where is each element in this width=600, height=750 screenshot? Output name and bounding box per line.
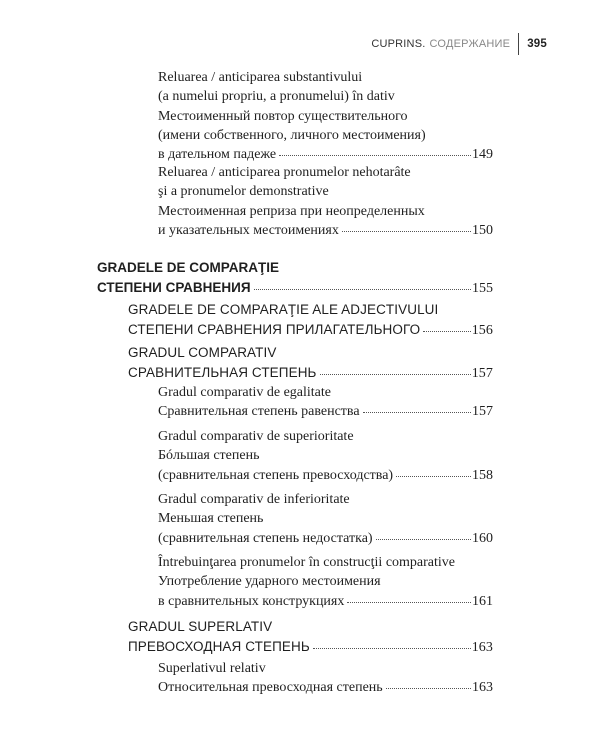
toc-entry-line: Superlativul relativ <box>158 661 266 676</box>
toc-entry-line: Reluarea / anticiparea substantivului <box>158 70 363 85</box>
toc-entry[interactable] <box>158 427 493 485</box>
dot-leader <box>342 231 471 232</box>
toc-entry-line: Бóльшая степень <box>158 448 260 464</box>
toc-page-number: 158 <box>472 467 493 483</box>
dot-leader <box>279 155 471 156</box>
dot-leader <box>363 412 471 413</box>
toc-entry[interactable] <box>158 163 493 240</box>
toc-entry-line: (имени собственного, личного местоимения) <box>158 127 426 143</box>
toc-entry-line: Întrebuinţarea pronumelor în construcţii comparative <box>158 555 456 570</box>
toc-entry-line <box>128 637 493 658</box>
toc-entry[interactable] <box>158 383 493 422</box>
toc-entry[interactable] <box>128 617 493 658</box>
toc-page-number: 155 <box>472 281 493 296</box>
toc-entry-line: (a numelui propriu, a pronumelui) în dativ <box>158 89 395 105</box>
toc-entry-title: в сравнительных конструкциях <box>158 593 345 609</box>
toc-page-number: 157 <box>471 366 493 381</box>
toc-entry-line <box>158 678 493 697</box>
toc-entry[interactable] <box>158 659 493 698</box>
toc-entry-title: и указательных местоимениях <box>158 222 339 238</box>
dot-leader <box>254 289 471 290</box>
toc-entry-line: Gradul comparativ de inferioritate <box>158 492 350 507</box>
toc-page-number: 160 <box>472 530 493 546</box>
toc-entry[interactable] <box>128 300 493 341</box>
dot-leader <box>320 374 471 375</box>
dot-leader <box>347 602 471 603</box>
running-header <box>371 33 547 55</box>
toc-entry-line <box>158 221 493 240</box>
dot-leader <box>313 648 471 649</box>
toc-entry-line <box>158 466 493 485</box>
toc-entry[interactable] <box>158 490 493 548</box>
toc-entry-line <box>158 529 493 548</box>
toc-page-number: 161 <box>472 593 493 609</box>
toc-entry-line <box>158 592 493 611</box>
toc-entry-line: GRADELE DE COMPARAŢIE ALE ADJECTIVULUI <box>128 302 439 317</box>
toc-entry-line: GRADUL COMPARATIV <box>128 345 277 360</box>
dot-leader <box>396 476 471 477</box>
toc-entry[interactable] <box>158 553 493 611</box>
toc-page-number: 149 <box>472 147 493 163</box>
toc-entry-line: Reluarea / anticiparea pronumelor nehotarâte <box>158 165 411 180</box>
toc-entry-line: Местоименный повтор существительного <box>158 108 408 124</box>
toc-entry-title: Относительная превосходная степень <box>158 680 383 696</box>
toc-entry-line <box>158 402 493 421</box>
dot-leader <box>386 688 471 689</box>
toc-entry-line: Употребление ударного местоимения <box>158 574 381 590</box>
toc-entry[interactable] <box>97 258 493 299</box>
toc-entry-title: ПРЕВОСХОДНАЯ СТЕПЕНЬ <box>128 639 310 654</box>
toc-entry-line <box>128 320 493 341</box>
toc-entry-line: Местоименная реприза при неопределенных <box>158 203 425 219</box>
toc-entry-line: Gradul comparativ de superioritate <box>158 429 354 444</box>
toc-entry-title: (сравнительная степень превосходства) <box>158 467 394 483</box>
toc-entry-line <box>158 145 493 164</box>
dot-leader <box>376 539 471 540</box>
page-number: 395 <box>527 38 547 50</box>
header-section-title: CUPRINS. <box>371 38 426 50</box>
toc-page-number: 156 <box>471 323 493 338</box>
toc-entry-line <box>97 278 493 299</box>
toc-page-number: 163 <box>471 640 493 655</box>
toc-entry-line: GRADELE DE COMPARAŢIE <box>97 260 280 275</box>
toc-entry-line <box>128 363 493 384</box>
toc-entry-line: Gradul comparativ de egalitate <box>158 385 331 400</box>
toc-entry-title: в дательном падеже <box>158 147 277 163</box>
toc-entry[interactable] <box>158 68 493 164</box>
toc-page-number: 150 <box>472 222 493 238</box>
dot-leader <box>423 331 470 332</box>
toc-entry-title: СРАВНИТЕЛЬНАЯ СТЕПЕНЬ <box>128 365 317 380</box>
toc-entry-title: Сравнительная степень равенства <box>158 404 360 420</box>
toc-entry-line: şi a pronumelor demonstrative <box>158 184 329 200</box>
header-divider <box>518 33 519 55</box>
header-section-title-ru: СОДЕРЖАНИЕ <box>429 38 511 50</box>
toc-entry-title: СТЕПЕНИ СРАВНЕНИЯ ПРИЛАГАТЕЛЬНОГО <box>128 322 421 337</box>
toc-page-number: 157 <box>472 404 493 420</box>
toc-entry-line: GRADUL SUPERLATIV <box>128 619 273 634</box>
toc-page-number: 163 <box>472 680 493 696</box>
toc-entry-title: СТЕПЕНИ СРАВНЕНИЯ <box>97 280 251 295</box>
toc-entry-title: (сравнительная степень недостатка) <box>158 530 373 546</box>
toc-entry-line: Меньшая степень <box>158 511 264 527</box>
toc-entry[interactable] <box>128 343 493 384</box>
